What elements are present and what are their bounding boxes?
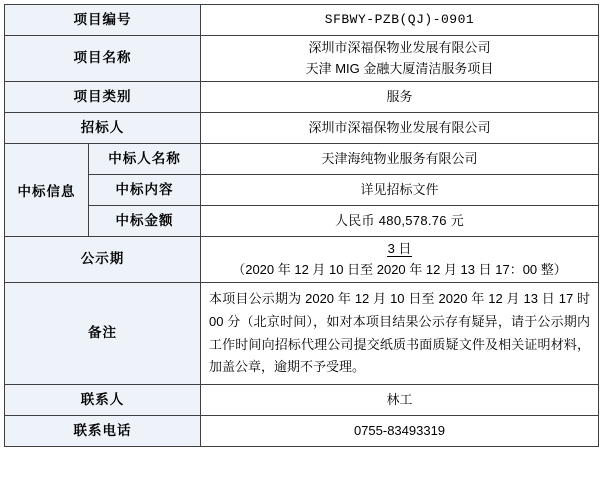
table-row: [5, 385, 599, 416]
project-name-line-2: 天津 MIG 金融大厦清洁服务项目: [305, 60, 494, 76]
row-label-project-name: 项目名称: [5, 36, 201, 82]
row-label-project-number: 项目编号: [5, 5, 201, 36]
publicity-range: （2020 年 12 月 10 日至 2020 年 12 月 13 日 17：00 整）: [232, 261, 567, 277]
row-value-project-category: 服务: [201, 82, 599, 113]
table-row: [5, 113, 599, 144]
table-row: [5, 5, 599, 36]
row-label-bid-content: 中标内容: [89, 175, 201, 206]
table-row: [5, 237, 599, 283]
row-label-contact-person: 联系人: [5, 385, 201, 416]
row-value-remark: 本项目公示期为 2020 年 12 月 10 日至 2020 年 12 月 13 日 17 时 00 分（北京时间），如对本项目结果公示存有疑异，请于公示期内工作时间向招标代理公司提交纸质书面质疑文件及相关证明材料，加盖公章，逾期不予受理。: [201, 283, 599, 385]
bid-result-table: [4, 4, 599, 447]
table-row: [5, 82, 599, 113]
row-label-project-category: 项目类别: [5, 82, 201, 113]
row-value-tenderer: 深圳市深福保物业发展有限公司: [201, 113, 599, 144]
table-row: [5, 175, 599, 206]
row-label-remark: 备注: [5, 283, 201, 385]
row-value-bid-amount: 人民币 480,578.76 元: [201, 206, 599, 237]
row-label-bid-amount: 中标金额: [89, 206, 201, 237]
project-name-line-1: 深圳市深福保物业发展有限公司: [308, 39, 491, 55]
row-value-project-number: SFBWY-PZB(QJ)-0901: [201, 5, 599, 36]
table-row: [5, 206, 599, 237]
table-row: [5, 36, 599, 82]
row-value-publicity-period: [201, 237, 599, 283]
table-row: [5, 283, 599, 385]
row-value-bid-content: 详见招标文件: [201, 175, 599, 206]
row-value-contact-person: 林工: [201, 385, 599, 416]
table-row: [5, 144, 599, 175]
publicity-days: 3 日: [387, 240, 412, 256]
table-row: [5, 416, 599, 447]
row-label-bid-info-group: 中标信息: [5, 144, 89, 237]
row-value-project-name: [201, 36, 599, 82]
row-label-publicity-period: 公示期: [5, 237, 201, 283]
row-value-contact-phone: 0755-83493319: [201, 416, 599, 447]
row-label-winner-name: 中标人名称: [89, 144, 201, 175]
row-label-contact-phone: 联系电话: [5, 416, 201, 447]
row-value-winner-name: 天津海纯物业服务有限公司: [201, 144, 599, 175]
row-label-tenderer: 招标人: [5, 113, 201, 144]
